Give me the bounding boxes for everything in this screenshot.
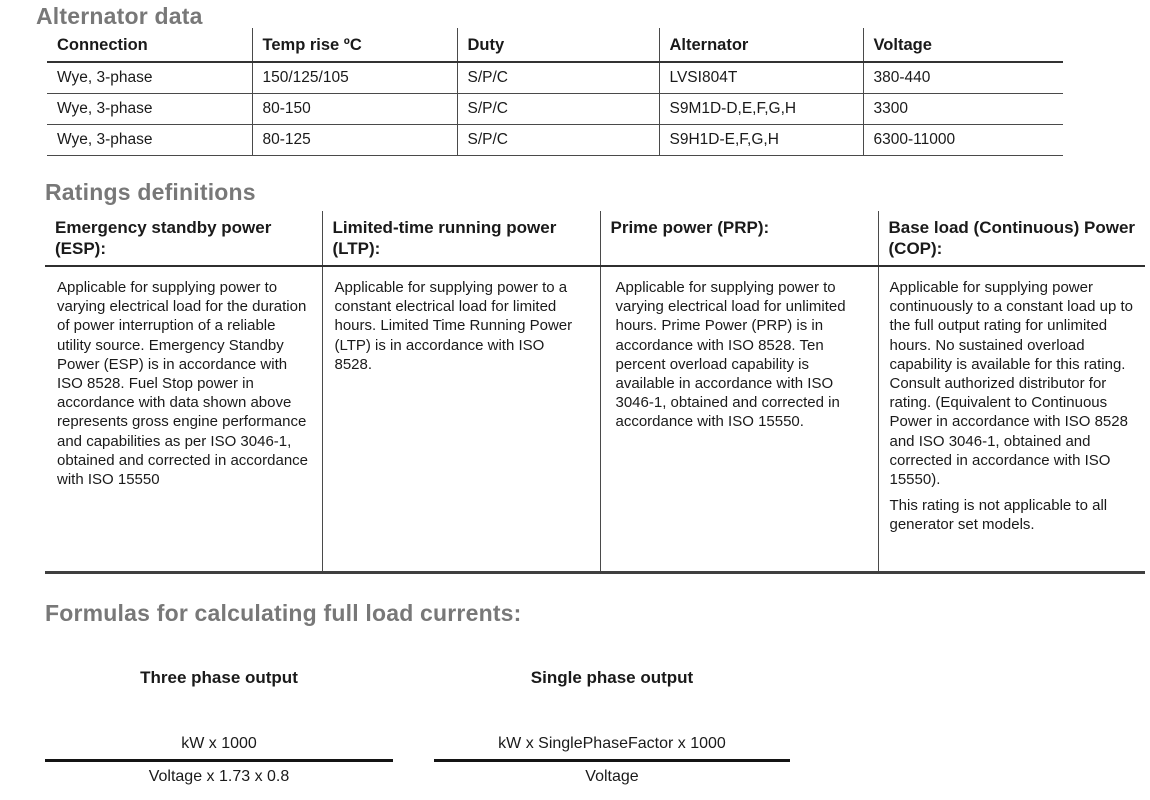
column-header-alternator: Alternator xyxy=(659,28,863,62)
cop-definition-note: This rating is not applicable to all generator set models. xyxy=(889,497,1108,534)
cell-duty: S/P/C xyxy=(457,93,659,124)
formulas-heading: Formulas for calculating full load currents: xyxy=(45,600,522,626)
cell-duty: S/P/C xyxy=(457,62,659,93)
column-header-ltp: Limited-time running power (LTP): xyxy=(322,211,600,266)
cell-cop-definition xyxy=(878,266,1145,572)
three-phase-formula xyxy=(45,668,393,787)
three-phase-numerator: kW x 1000 xyxy=(181,735,257,752)
cell-voltage: 6300-11000 xyxy=(863,124,1063,155)
table-header-row xyxy=(47,28,1063,62)
ltp-definition-text: Applicable for supplying power to a constant electrical load for limited hours. Limited Time Running Power (LTP) is in accordance with ISO 8528. xyxy=(334,279,573,373)
alternator-data-heading: Alternator data xyxy=(36,3,203,29)
column-header-cop: Base load (Continuous) Power (COP): xyxy=(878,211,1145,266)
single-phase-formula xyxy=(434,668,790,787)
single-phase-denominator: Voltage xyxy=(585,768,639,785)
ratings-table-body xyxy=(45,266,1145,572)
cell-duty: S/P/C xyxy=(457,124,659,155)
alternator-data-table xyxy=(47,28,1063,156)
esp-definition-text: Applicable for supplying power to varying electrical load for the duration of power interruption of a reliable utility source. Emergency Standby Power (ESP) is in accordance with ISO 8528. Fuel Stop power in accordance with data shown above represents gross engine performance and capabilities as per ISO 3046-1, obtained and corrected in accordance with ISO 15550 xyxy=(57,279,309,489)
prp-definition-text: Applicable for supplying power to varying electrical load for unlimited hours. Prime Power (PRP) is in accordance with ISO 8528. Ten percent overload capability is available in accordance with ISO 3046-1, obtained and corrected in accordance with ISO 15550. xyxy=(615,279,846,431)
table-row xyxy=(47,62,1063,93)
table-row xyxy=(45,266,1145,572)
cell-connection: Wye, 3-phase xyxy=(47,93,252,124)
three-phase-output-label: Three phase output xyxy=(140,668,298,687)
column-header-connection: Connection xyxy=(47,28,252,62)
cell-voltage: 3300 xyxy=(863,93,1063,124)
cell-voltage: 380-440 xyxy=(863,62,1063,93)
table-row xyxy=(47,93,1063,124)
column-header-duty: Duty xyxy=(457,28,659,62)
ratings-table-header xyxy=(45,211,1145,266)
cell-prp-definition xyxy=(600,266,878,572)
table-header-row xyxy=(45,211,1145,266)
single-phase-output-label: Single phase output xyxy=(530,668,694,687)
column-header-esp: Emergency standby power (ESP): xyxy=(45,211,322,266)
cell-temp-rise: 150/125/105 xyxy=(252,62,457,93)
table-row xyxy=(47,124,1063,155)
cell-temp-rise: 80-150 xyxy=(252,93,457,124)
column-header-prp: Prime power (PRP): xyxy=(600,211,878,266)
cop-definition-text: Applicable for supplying power continuously to a constant load up to the full output rating for unlimited hours. No sustained overload capability is available for this rating. Consult authorized distributor for rating. (Equivalent to Continuous Power in accordance with ISO 8528 and ISO 3046-1, obtained and corrected in accordance with ISO 15550). xyxy=(889,279,1134,489)
alternator-table-body xyxy=(47,62,1063,155)
cell-alternator: S9H1D-E,F,G,H xyxy=(659,124,863,155)
ratings-definitions-heading: Ratings definitions xyxy=(45,179,256,205)
cell-alternator: S9M1D-D,E,F,G,H xyxy=(659,93,863,124)
alternator-table-header xyxy=(47,28,1063,62)
single-phase-numerator: kW x SinglePhaseFactor x 1000 xyxy=(498,735,726,752)
ratings-definitions-table xyxy=(45,211,1145,574)
three-phase-denominator: Voltage x 1.73 x 0.8 xyxy=(148,768,290,785)
cell-alternator: LVSI804T xyxy=(659,62,863,93)
cell-ltp-definition xyxy=(322,266,600,572)
cell-connection: Wye, 3-phase xyxy=(47,62,252,93)
cell-esp-definition xyxy=(45,266,322,572)
column-header-voltage: Voltage xyxy=(863,28,1063,62)
cell-connection: Wye, 3-phase xyxy=(47,124,252,155)
column-header-temp-rise: Temp rise ºC xyxy=(252,28,457,62)
cell-temp-rise: 80-125 xyxy=(252,124,457,155)
